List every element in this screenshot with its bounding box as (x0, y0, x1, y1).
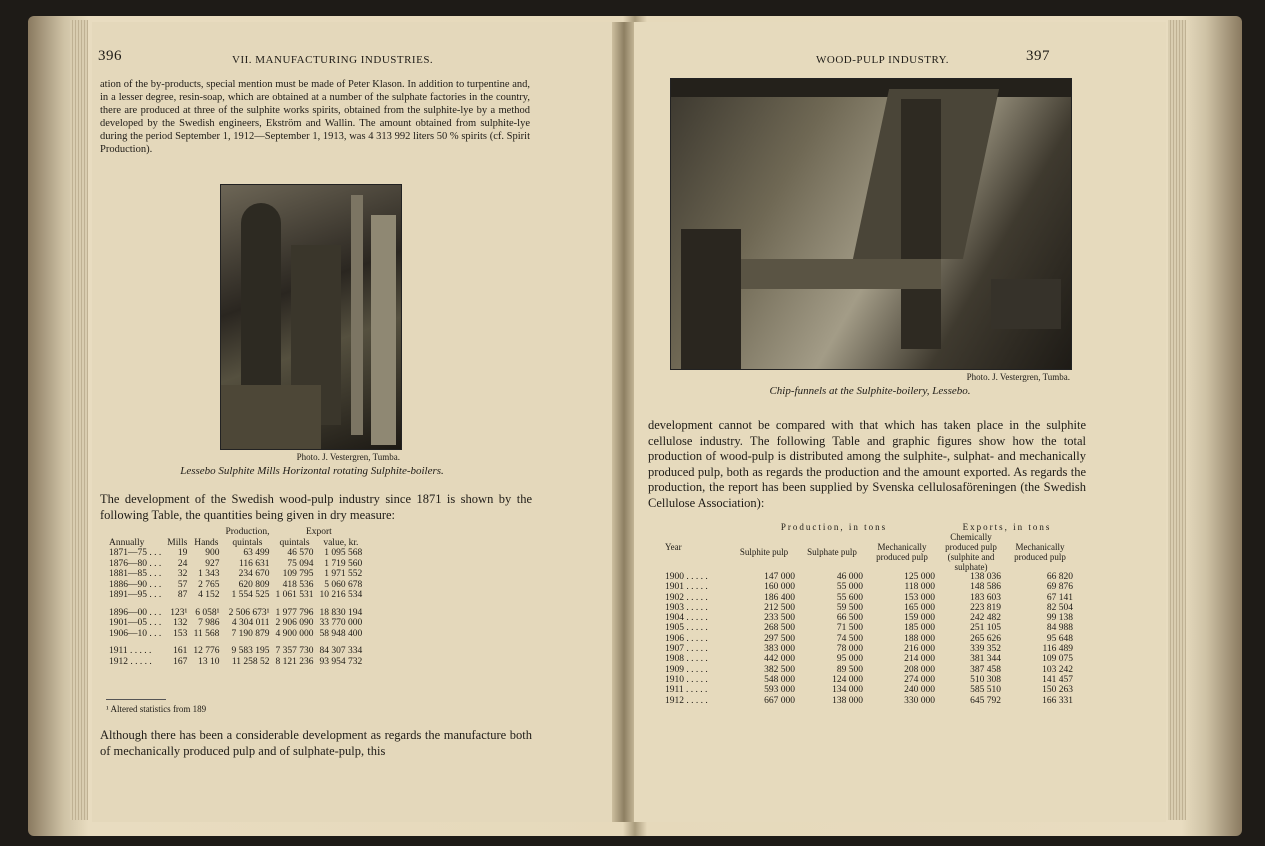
photo-caption-right: Chip-funnels at the Sulphite-boilery, Lessebo. (769, 385, 971, 397)
table-row (662, 572, 1076, 582)
table-cell: 55 600 (836, 592, 863, 603)
table-cell: 1 971 552 (324, 569, 363, 579)
table-cell: 11 568 (193, 628, 220, 639)
table-row (662, 603, 1076, 613)
table-cell: 116 489 (1042, 644, 1073, 655)
table-row (662, 644, 1076, 654)
table-cell: 242 482 (970, 613, 1001, 624)
table-cell: 11 258 52 (231, 656, 270, 667)
table-cell: 1 095 568 (324, 548, 363, 558)
col-export: Export (305, 527, 332, 537)
table-cell: 1 977 796 (275, 607, 314, 618)
col-production-unit: quintals (232, 537, 263, 548)
book-gutter (612, 22, 636, 822)
table-row (662, 593, 1076, 603)
table-cell: 82 504 (1046, 602, 1073, 613)
table-cell: 10 216 534 (319, 590, 363, 600)
table-cell: 153 000 (904, 592, 935, 603)
table-cell: 63 499 (243, 548, 270, 558)
table-cell: 1 061 531 (275, 590, 314, 600)
table-cell: 57 (177, 579, 188, 590)
table-cell: 214 000 (904, 654, 935, 665)
table-cell: 233 500 (764, 613, 795, 624)
col-sulphate: Sulphate pulp (807, 547, 857, 557)
table-row (662, 665, 1076, 675)
table-cell: 208 000 (904, 664, 935, 675)
right-page-edges (1168, 20, 1186, 820)
page-number-right: 397 (1026, 48, 1050, 64)
col-production: Production, (225, 527, 270, 537)
table-cell: 161 (173, 646, 188, 656)
table-cell: 123¹ (170, 607, 188, 618)
table-cell: 66 500 (836, 613, 863, 624)
table-cell: 383 000 (764, 644, 795, 655)
running-head-left: VII. MANUFACTURING INDUSTRIES. (232, 54, 434, 66)
table-cell: 1900 . . . . . (665, 572, 708, 582)
table-cell: 24 (177, 558, 188, 569)
table-cell: 160 000 (764, 582, 795, 593)
table-cell: 1908 . . . . . (665, 654, 708, 665)
table-row (106, 618, 365, 629)
table-cell: 442 000 (764, 654, 795, 665)
table-row (662, 582, 1076, 592)
table-cell: 548 000 (764, 674, 795, 685)
table-cell: 46 570 (287, 548, 314, 558)
table-cell: 84 988 (1046, 623, 1073, 634)
table-cell: 75 094 (287, 558, 314, 569)
table-cell: 1909 . . . . . (665, 664, 708, 675)
closing-paragraph: Although there has been a considerable development as regards the manufacture both of mechanically produced pulp and of sulphate-pulp, this (100, 728, 532, 758)
table-cell: 150 263 (1042, 685, 1073, 696)
table-row (106, 590, 365, 601)
table-cell: 1912 . . . . . (665, 695, 708, 706)
table-cell: 116 631 (238, 558, 270, 569)
intro-paragraph: ation of the by-products, special mention must be made of Peter Klason. In addition to turpentine and, in a lesser degree, resin-soap, which are obtained at a number of the sulphate factories in the country, there are produced at three of the sulphite works spirits, obtained from the sulphite-lye by a method developed by the Swedish engineers, Ekström and Wallin. The amount obtained from sulphite-lye during the period September 1, 1912—September 1, 1913, was 4 313 992 liters 50 % spirits (cf. Spirit Production). (100, 79, 530, 155)
table-cell: 59 500 (836, 602, 863, 613)
table-cell: 223 819 (970, 602, 1001, 613)
table-cell: 71 500 (836, 623, 863, 634)
table-row (106, 559, 365, 570)
table-cell: 645 792 (970, 695, 1001, 706)
table-intro: The development of the Swedish wood-pulp industry since 1871 is shown by the following Table, the quantities being given in dry measure: (100, 492, 532, 522)
table-cell: 1906 . . . . . (665, 633, 708, 644)
table-cell: 585 510 (970, 685, 1001, 696)
table-cell: 1906—10 . . . (109, 628, 162, 639)
sulphite-boilers-photo (220, 184, 402, 450)
table-cell: 265 626 (970, 633, 1001, 644)
right-page (634, 22, 1166, 822)
page-number-left: 396 (98, 48, 122, 64)
left-page (92, 22, 614, 822)
table-row (106, 580, 365, 591)
photo-credit-right: Photo. J. Vestergren, Tumba. (966, 372, 1070, 382)
col-mills: Mills (167, 537, 188, 548)
table-cell: 147 000 (764, 572, 795, 582)
col-mechanical-export: Mechanically produced pulp (1014, 542, 1066, 562)
table-row (106, 629, 365, 640)
table-cell: 1 343 (198, 569, 220, 579)
table-cell: 7 357 730 (275, 646, 314, 656)
col-export-value: value, kr. (323, 537, 359, 548)
table-cell: 66 820 (1046, 572, 1073, 582)
table-cell: 141 457 (1042, 674, 1073, 685)
col-year: Year (665, 542, 682, 552)
table-cell: 1911 . . . . . (665, 685, 708, 696)
table-row (106, 657, 365, 668)
table-cell: 240 000 (904, 685, 935, 696)
table-cell: 58 948 400 (319, 628, 363, 639)
table-cell: 78 000 (836, 644, 863, 655)
table-cell: 19 (177, 548, 188, 558)
table-cell: 95 648 (1046, 633, 1073, 644)
table-cell: 188 000 (904, 633, 935, 644)
table-cell: 1 554 525 (231, 590, 270, 600)
table-row (662, 613, 1076, 623)
table-cell: 212 500 (764, 602, 795, 613)
table-row (662, 634, 1076, 644)
table-cell: 74 500 (836, 633, 863, 644)
table-cell: 1911 . . . . . (109, 646, 152, 656)
table-row (662, 654, 1076, 664)
table-cell: 148 586 (970, 582, 1001, 593)
table-cell: 1902 . . . . . (665, 592, 708, 603)
table-cell: 510 308 (970, 674, 1001, 685)
table-cell: 69 876 (1046, 582, 1073, 593)
table-cell: 900 (205, 548, 220, 558)
table-cell: 927 (205, 558, 220, 569)
table-cell: 4 304 011 (231, 618, 270, 628)
table-cell: 1896—00 . . . (109, 607, 162, 618)
table-cell: 134 000 (832, 685, 863, 696)
table-cell: 1910 . . . . . (665, 674, 708, 685)
table-cell: 1901 . . . . . (665, 582, 708, 593)
table-cell: 165 000 (904, 602, 935, 613)
left-page-edges (70, 20, 88, 820)
table-cell: 2 765 (198, 579, 220, 590)
table-cell: 109 075 (1042, 654, 1073, 665)
table-cell: 251 105 (970, 623, 1001, 634)
col-export-qty: quintals (279, 537, 310, 548)
table-cell: 8 121 236 (275, 656, 314, 667)
table-cell: 1901—05 . . . (109, 618, 162, 628)
table-row (662, 685, 1076, 695)
table-cell: 118 000 (904, 582, 935, 593)
table-cell: 109 795 (282, 569, 314, 579)
table-cell: 382 500 (764, 664, 795, 675)
table-cell: 418 536 (282, 579, 314, 590)
table-cell: 4 152 (198, 590, 220, 600)
table-row (106, 569, 365, 580)
table-cell: 381 344 (970, 654, 1001, 665)
table-cell: 33 770 000 (319, 618, 363, 628)
table-cell: 7 986 (198, 618, 220, 628)
table-cell: 89 500 (836, 664, 863, 675)
row-spacer (106, 601, 365, 608)
table-cell: 667 000 (764, 695, 795, 706)
table-cell: 32 (177, 569, 188, 579)
table-cell: 67 141 (1046, 592, 1073, 603)
table-cell: 593 000 (764, 685, 795, 696)
table-cell: 1876—80 . . . (109, 558, 162, 569)
row-spacer (106, 639, 365, 646)
table-cell: 234 670 (238, 569, 270, 579)
col-chemical-export: Chemically produced pulp (sulphite and sulphate) (945, 532, 997, 572)
table-cell: 185 000 (904, 623, 935, 634)
table-cell: 1903 . . . . . (665, 602, 708, 613)
col-hands: Hands (194, 537, 219, 548)
table-cell: 84 307 334 (319, 646, 363, 656)
table-cell: 13 10 (198, 656, 220, 667)
table-cell: 87 (177, 590, 188, 600)
table-cell: 2 506 673¹ (228, 607, 270, 618)
col-mechanical: Mechanically produced pulp (876, 542, 928, 562)
table-cell: 159 000 (904, 613, 935, 624)
right-paragraph: development cannot be compared with that which has taken place in the sulphite cellulose industry. The following Table and graphic figures show how the total production of wood-pulp is distributed among the sulphite-, sulphat- and mechanically produced pulp, both as regards the production and the amount exported. As regards the production, the report has been supplied by Svenska cellulosaföreningen (the Swedish Cellulose Association): (648, 418, 1086, 510)
table-cell: 1871—75 . . . (109, 548, 162, 558)
table-cell: 620 809 (238, 579, 270, 590)
table-cell: 153 (173, 628, 188, 639)
table-cell: 138 000 (832, 695, 863, 706)
photo-credit-left: Photo. J. Vestergren, Tumba. (296, 452, 400, 462)
photo-caption-left: Lessebo Sulphite Mills Horizontal rotating Sulphite-boilers. (180, 465, 444, 477)
table-cell: 339 352 (970, 644, 1001, 655)
table-cell: 1912 . . . . . (109, 656, 152, 667)
table-cell: 274 000 (904, 674, 935, 685)
production-export-table (106, 527, 365, 667)
table-row (106, 608, 365, 619)
table-cell: 183 603 (970, 592, 1001, 603)
table-cell: 18 830 194 (319, 607, 363, 618)
table-cell: 1904 . . . . . (665, 613, 708, 624)
wood-pulp-table (662, 522, 1076, 706)
table-cell: 103 242 (1042, 664, 1073, 675)
table-cell: 330 000 (904, 695, 935, 706)
table-row (662, 696, 1076, 706)
table-cell: 387 458 (970, 664, 1001, 675)
table-cell: 12 776 (193, 646, 220, 656)
table-cell: 95 000 (836, 654, 863, 665)
table-cell: 297 500 (764, 633, 795, 644)
col-annually: Annually (109, 537, 145, 548)
table-cell: 124 000 (832, 674, 863, 685)
table-cell: 4 900 000 (275, 628, 314, 639)
table-cell: 2 906 090 (275, 618, 314, 628)
table-cell: 138 036 (970, 572, 1001, 582)
table-cell: 132 (173, 618, 188, 628)
table-cell: 9 583 195 (231, 646, 270, 656)
table-cell: 1886—90 . . . (109, 579, 162, 590)
table-cell: 167 (173, 656, 188, 667)
footnote-rule (106, 699, 166, 700)
table-cell: 216 000 (904, 644, 935, 655)
table-cell: 5 060 678 (324, 579, 363, 590)
table-cell: 6 058¹ (195, 607, 220, 618)
table-cell: 1 719 560 (324, 558, 363, 569)
table-cell: 7 190 879 (231, 628, 270, 639)
table-row (106, 646, 365, 657)
table-cell: 186 400 (764, 592, 795, 603)
table-cell: 166 331 (1042, 695, 1073, 706)
table-cell: 1907 . . . . . (665, 644, 708, 655)
table-row (662, 623, 1076, 633)
table-cell: 93 954 732 (319, 656, 363, 667)
table-cell: 55 000 (836, 582, 863, 593)
chip-funnels-photo (670, 78, 1072, 370)
table-row (662, 675, 1076, 685)
production-group-header: Production, in tons (780, 522, 888, 532)
table-cell: 1881—85 . . . (109, 569, 162, 579)
footnote: ¹ Altered statistics from 189 (106, 704, 207, 714)
table-cell: 268 500 (764, 623, 795, 634)
table-cell: 99 138 (1046, 613, 1073, 624)
table-cell: 1891—95 . . . (109, 590, 162, 600)
table-cell: 125 000 (904, 572, 935, 582)
table-cell: 46 000 (836, 572, 863, 582)
export-group-header: Exports, in tons (962, 522, 1052, 532)
col-sulphite: Sulphite pulp (739, 547, 789, 557)
running-head-right: WOOD-PULP INDUSTRY. (816, 54, 949, 66)
table-row (106, 548, 365, 559)
table-cell: 1905 . . . . . (665, 623, 708, 634)
